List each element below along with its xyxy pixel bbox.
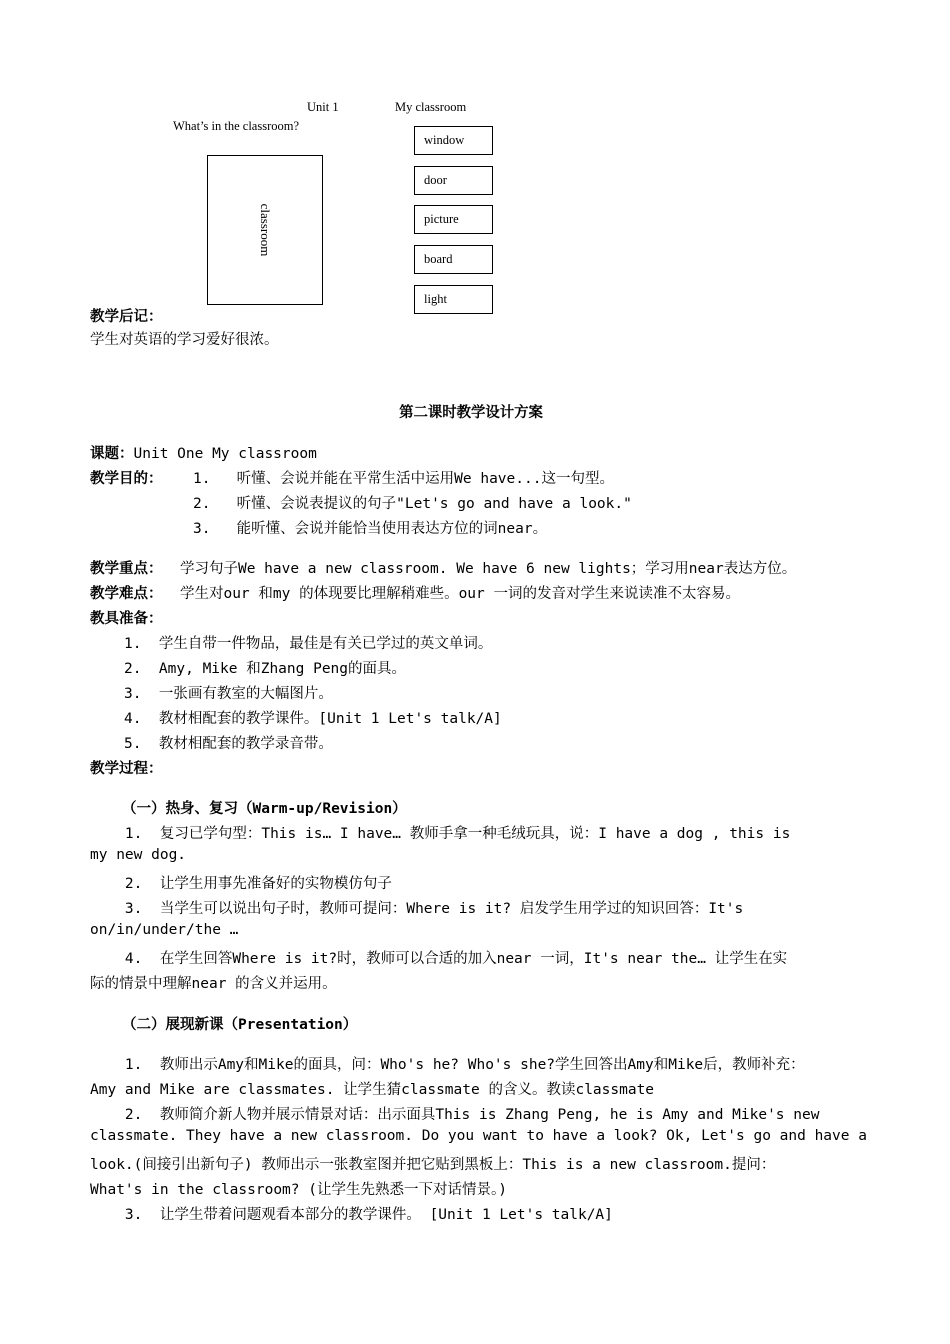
lesson-title: 第二课时教学设计方案: [399, 405, 543, 421]
topic-line: [90, 442, 317, 463]
difficulties-line: [90, 582, 740, 603]
material-item: 1. 学生自带一件物品，最佳是有关已学过的英文单词。: [124, 636, 493, 652]
material-item: 3. 一张画有教室的大幅图片。: [124, 686, 333, 702]
section2-line: 3. 让学生带着问题观看本部分的教学课件。 [Unit 1 Let's talk/A]: [90, 1207, 613, 1223]
section1-line: on/in/under/the …: [90, 922, 239, 938]
unit-label: Unit 1: [307, 100, 339, 114]
word-box-light: light: [414, 285, 493, 314]
word-box-picture: picture: [414, 205, 493, 234]
section2-line: look.(间接引出新句子) 教师出示一张教室图并把它贴到黑板上：This is a new classroom.提问：: [90, 1157, 776, 1173]
section2-line: 1. 教师出示Amy和Mike的面具，问：Who's he? Who's she?学生回答出Amy和Mike后，教师补充：: [90, 1057, 805, 1073]
word-box-window: window: [414, 126, 493, 155]
section1-line: 2. 让学生用事先准备好的实物模仿句子: [90, 876, 392, 892]
key-points-label: 教学重点：: [90, 561, 163, 577]
difficulties-text: 学生对our 和my 的体现要比理解稍难些。our 一词的发音对学生来说读准不太容易。: [179, 586, 740, 602]
section1-line: 4. 在学生回答Where is it?时，教师可以合适的加入near 一词，It's near the… 让学生在实: [90, 951, 788, 967]
section2-line: Amy and Mike are classmates. 让学生猜classmate 的含义。教读classmate: [90, 1082, 655, 1098]
section2-line: What's in the classroom? (让学生先熟悉一下对话情景。): [90, 1182, 507, 1198]
difficulties-label: 教学难点：: [90, 586, 163, 602]
classroom-label: classroom: [258, 203, 273, 257]
word-box-door: door: [414, 166, 493, 195]
diagram-question: What’s in the classroom?: [173, 119, 300, 133]
word-box-board: board: [414, 245, 493, 274]
key-points-line: [90, 557, 796, 578]
topic-label: 课题：: [90, 446, 134, 462]
section1-line: 3. 当学生可以说出句子时，教师可提问：Where is it? 启发学生用学过的知识回答：It's: [90, 901, 744, 917]
material-item: 2. Amy, Mike 和Zhang Peng的面具。: [124, 661, 407, 677]
key-points-text: 学习句子We have a new classroom. We have 6 new lights；学习用near表达方位。: [179, 561, 797, 577]
material-item: 4. 教材相配套的教学课件。[Unit 1 Let's talk/A]: [124, 711, 502, 727]
objective-item: 3. 能听懂、会说并能恰当使用表达方位的词near。: [193, 521, 548, 537]
material-item: 5. 教材相配套的教学录音带。: [124, 736, 333, 752]
process-label: 教学过程：: [90, 761, 163, 777]
materials-label: 教具准备：: [90, 611, 163, 627]
section1-line: 1. 复习已学句型：This is… I have… 教师手拿一种毛绒玩具，说：I have a dog , this is: [90, 826, 791, 842]
objective-item: 2. 听懂、会说表提议的句子"Let's go and have a look.": [193, 496, 632, 512]
objectives-label: 教学目的：: [90, 471, 163, 487]
objective-item: 1. 听懂、会说并能在平常生活中运用We have...这一句型。: [193, 471, 614, 487]
section2-heading: （二）展现新课（Presentation）: [122, 1017, 358, 1033]
section2-line: classmate. They have a new classroom. Do you want to have a look? Ok, Let's go and have a: [90, 1128, 867, 1144]
section1-heading: （一）热身、复习（Warm-up/Revision）: [122, 801, 407, 817]
topic-value: Unit One My classroom: [133, 446, 317, 462]
section1-line: 际的情景中理解near 的含义并运用。: [90, 976, 337, 992]
section2-line: 2. 教师简介新人物并展示情景对话：出示面具This is Zhang Peng, he is Amy and Mike's new: [90, 1107, 820, 1123]
postscript-text: 学生对英语的学习爱好很浓。: [90, 332, 279, 348]
postscript-heading: 教学后记：: [90, 309, 163, 325]
section1-line: my new dog.: [90, 847, 187, 863]
unit-title: My classroom: [395, 100, 467, 114]
